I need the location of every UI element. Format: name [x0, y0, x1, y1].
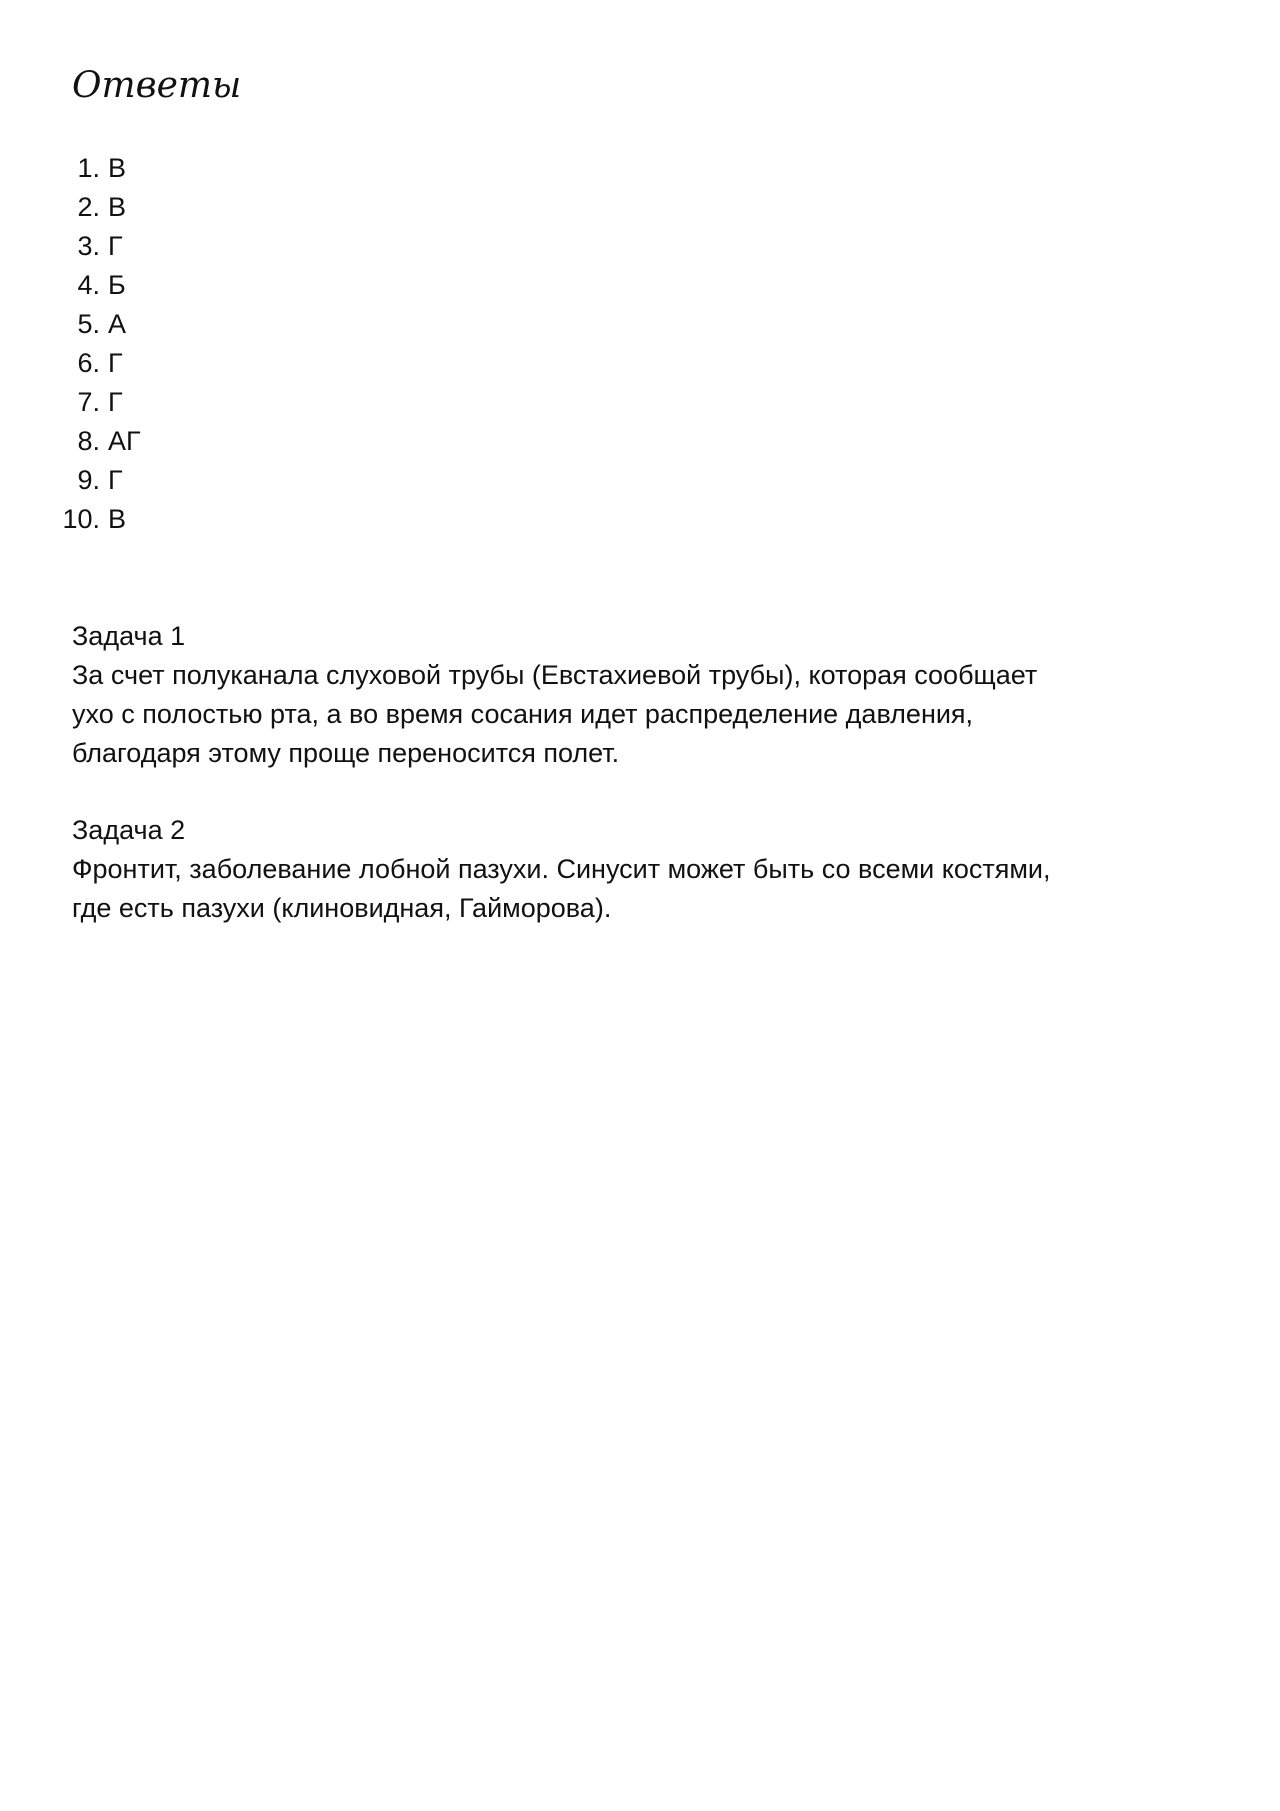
- answer-number: 1 .: [0, 149, 108, 188]
- answer-value: Г: [108, 348, 123, 378]
- answers-list: [0, 149, 141, 539]
- answer-number: 3 .: [0, 227, 108, 266]
- task-2-title: Задача 2: [72, 815, 186, 845]
- answer-value: Г: [108, 387, 123, 417]
- answer-item-4: [0, 266, 141, 305]
- answer-value: В: [108, 153, 127, 183]
- answer-item-6: [0, 344, 141, 383]
- answer-value: В: [108, 504, 127, 534]
- answer-number: 10 .: [0, 500, 108, 539]
- answer-item-3: [0, 227, 141, 266]
- answer-number: 7 .: [0, 383, 108, 422]
- answer-item-7: [0, 383, 141, 422]
- answer-item-2: [0, 188, 141, 227]
- task-2-text: Фронтит, заболевание лобной пазухи. Синусит может быть со всеми костями, где есть пазухи (клиновидная, Гайморова).: [72, 854, 1051, 923]
- answer-value: АГ: [108, 426, 141, 456]
- answer-number: 8 .: [0, 422, 108, 461]
- answer-item-8: [0, 422, 141, 461]
- answer-number: 9 .: [0, 461, 108, 500]
- answer-value: Г: [108, 231, 123, 261]
- answer-item-5: [0, 305, 141, 344]
- answer-number: 2 .: [0, 188, 108, 227]
- task-2: [72, 811, 1172, 928]
- answer-item-10: [0, 500, 141, 539]
- answer-number: 6 .: [0, 344, 108, 383]
- page-title: Ответы: [72, 65, 242, 106]
- answer-item-9: [0, 461, 141, 500]
- answer-number: 5 .: [0, 305, 108, 344]
- answer-value: А: [108, 309, 127, 339]
- answer-value: В: [108, 192, 127, 222]
- task-1: [72, 617, 1172, 773]
- answer-item-1: [0, 149, 141, 188]
- answer-value: Б: [108, 270, 126, 300]
- task-1-text: За счет полуканала слуховой трубы (Евстахиевой трубы), которая сообщает ухо с полостью рта, а во время сосания идет распределение давления, благодаря этому проще переносится полет.: [72, 660, 1038, 768]
- task-1-title: Задача 1: [72, 621, 186, 651]
- answer-number: 4 .: [0, 266, 108, 305]
- answer-value: Г: [108, 465, 123, 495]
